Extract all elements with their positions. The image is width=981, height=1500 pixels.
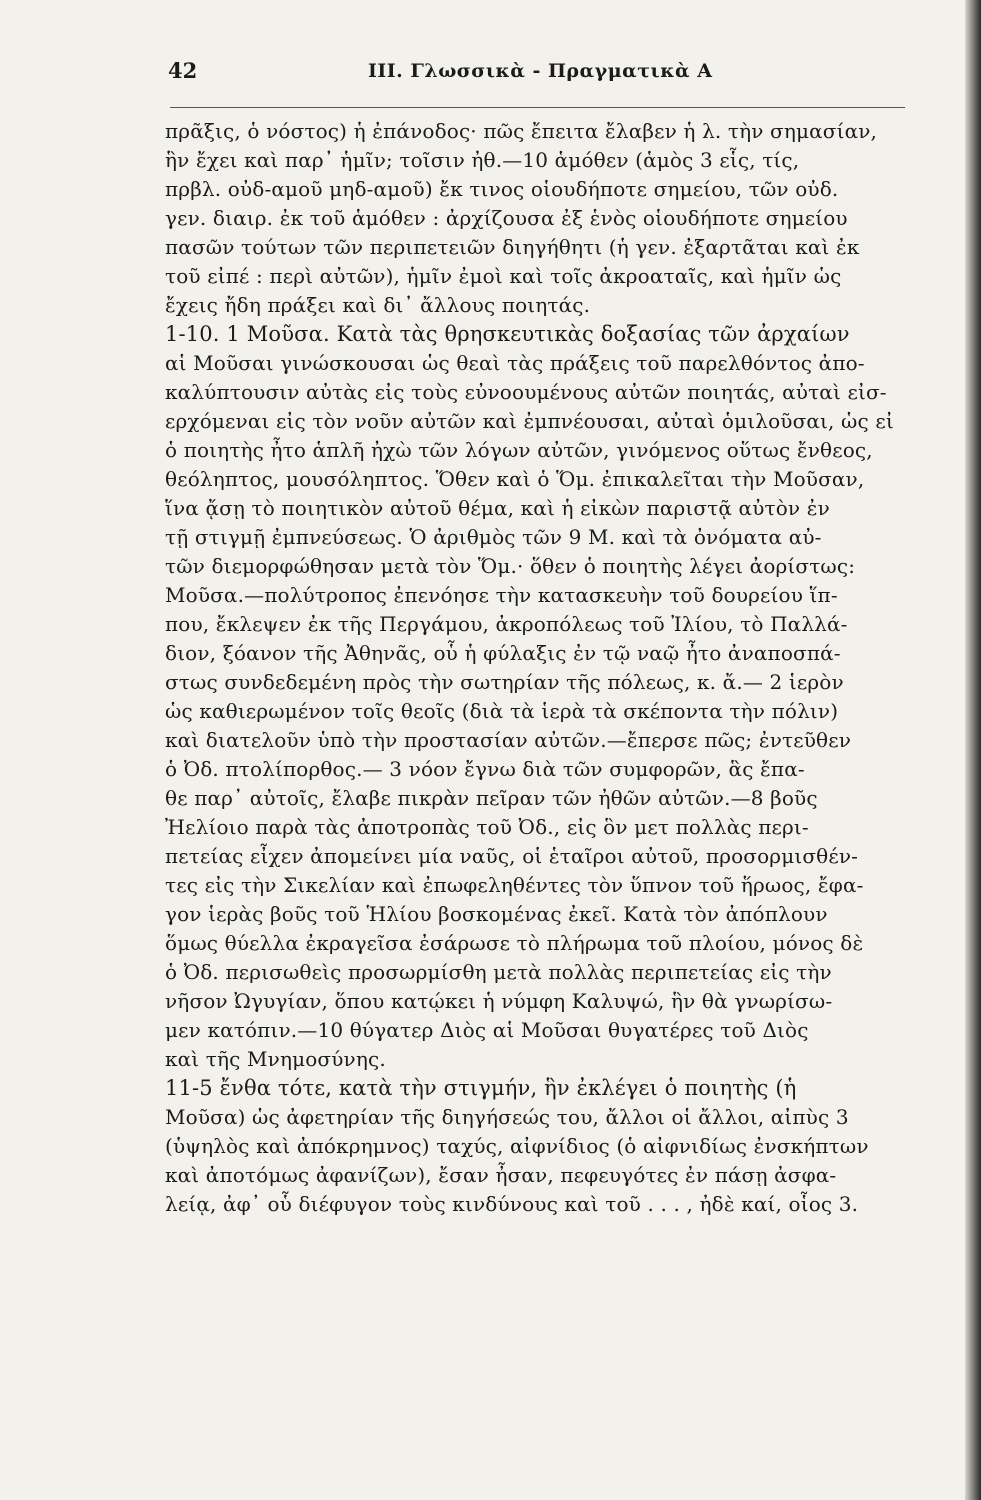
text-line: γον ἱερὰς βοῦς τοῦ Ἡλίου βοσκομένας ἐκεῖ. Κατὰ τὸν ἀπόπλουν [165, 902, 828, 926]
text-line: πετείας εἶχεν ἀπομείνει μία ναῦς, οἱ ἑταῖροι αὐτοῦ, προσορμισθέν- [165, 844, 859, 868]
text-line: Ἠελίοιο παρὰ τὰς ἀποτροπὰς τοῦ Ὀδ., εἰς ὃν μετ πολλὰς περι- [165, 815, 809, 839]
text-line: μεν κατόπιν.—10 θύγατερ Διὸς αἱ Μοῦσαι θυγατέρες τοῦ Διὸς [165, 1018, 809, 1042]
text-line: τῇ στιγμῇ ἐμπνεύσεως. Ὁ ἀριθμὸς τῶν 9 Μ. καὶ τὰ ὀνόματα αὐ- [165, 525, 822, 549]
text-line: τες εἰς τὴν Σικελίαν καὶ ἐπωφεληθέντες τὸν ὕπνον τοῦ ἥρωος, ἔφα- [165, 873, 864, 897]
page-header [168, 58, 908, 98]
text-line: πρβλ. οὐδ-αμοῦ μηδ-αμοῦ) ἔκ τινος οἱουδήποτε σημείου, τῶν οὐδ. [165, 177, 839, 201]
text-line: που, ἔκλεψεν ἐκ τῆς Περγάμου, ἀκροπόλεως τοῦ Ἰλίου, τὸ Παλλά- [165, 612, 848, 636]
text-line: ὁ ποιητὴς ἦτο ἁπλῆ ἠχὼ τῶν λόγων αὐτῶν, γινόμενος οὕτως ἔνθεος, [165, 438, 873, 462]
text-line: ἣν ἔχει καὶ παρ᾽ ἡμῖν; τοῖσιν ἠθ.—10 ἁμόθεν (ἁμὸς 3 εἷς, τίς, [165, 148, 800, 172]
text-line: αἱ Μοῦσαι γινώσκουσαι ὡς θεαὶ τὰς πράξεις τοῦ παρελθόντος ἀπο- [165, 351, 865, 375]
text-line: Μοῦσα) ὡς ἀφετηρίαν τῆς διηγήσεώς του, ἄλλοι οἱ ἄλλοι, αἰπὺς 3 [165, 1105, 849, 1129]
header-rule [170, 107, 905, 108]
text-line: στως συνδεδεμένη πρὸς τὴν σωτηρίαν τῆς πόλεως, κ. ἄ.— 2 ἱερὸν [165, 670, 844, 694]
text-line: Μοῦσα.—πολύτροπος ἐπενόησε τὴν κατασκευὴν τοῦ δουρείου ἵπ- [165, 583, 838, 607]
text-line: διον, ξόανον τῆς Ἀθηνᾶς, οὗ ἡ φύλαξις ἐν τῷ ναῷ ἦτο ἀναποσπά- [165, 641, 841, 665]
text-line: ερχόμεναι εἰς τὸν νοῦν αὐτῶν καὶ ἐμπνέουσαι, αὐταὶ ὁμιλοῦσαι, ὡς εἰ [165, 409, 894, 433]
page-edge-shadow [965, 0, 981, 1500]
text-line: ὅμως θύελλα ἐκραγεῖσα ἐσάρωσε τὸ πλήρωμα τοῦ πλοίου, μόνος δὲ [165, 931, 864, 955]
text-line: καὶ τῆς Μνημοσύνης. [165, 1047, 386, 1071]
text-line: καὶ ἀποτόμως ἀφανίζων), ἔσαν ἦσαν, πεφευγότες ἐν πάσῃ ἀσφα- [165, 1163, 837, 1187]
text-line: τῶν διεμορφώθησαν μετὰ τὸν Ὅμ.· ὅθεν ὁ ποιητὴς λέγει ἀορίστως: [165, 554, 856, 578]
text-line: ἵνα ᾄσῃ τὸ ποιητικὸν αὐτοῦ θέμα, καὶ ἡ εἰκὼν παριστᾷ αὐτὸν ἐν [165, 496, 830, 520]
text-line: νῆσον Ὠγυγίαν, ὅπου κατῴκει ἡ νύμφη Καλυψώ, ἣν θὰ γνωρίσω- [165, 989, 833, 1013]
text-line: καλύπτουσιν αὐτὰς εἰς τοὺς εὐνοουμένους αὐτῶν ποιητάς, αὐταὶ εἰσ- [165, 380, 887, 404]
text-line: τοῦ εἰπέ : περὶ αὐτῶν), ἡμῖν ἐμοὶ καὶ τοῖς ἀκροαταῖς, καὶ ἡμῖν ὡς [165, 264, 842, 288]
section-heading-line: 1-10. 1 Μοῦσα. Κατὰ τὰς θρησκευτικὰς δοξασίας τῶν ἀρχαίων [165, 322, 850, 346]
text-line: πρᾶξις, ὁ νόστος) ἡ ἐπάνοδος· πῶς ἔπειτα ἔλαβεν ἡ λ. τὴν σημασίαν, [165, 119, 878, 143]
text-line: ὡς καθιερωμένον τοῖς θεοῖς (διὰ τὰ ἱερὰ τὰ σκέποντα τὴν πόλιν) [165, 699, 839, 723]
text-line: λείᾳ, ἀφ᾽ οὗ διέφυγον τοὺς κινδύνους καὶ τοῦ . . . , ἠδὲ καί, οἷος 3. [165, 1192, 859, 1216]
text-line: καὶ διατελοῦν ὑπὸ τὴν προστασίαν αὐτῶν.—ἔπερσε πῶς; ἐντεῦθεν [165, 728, 852, 752]
text-line: ὁ Ὀδ. περισωθεὶς προσωρμίσθη μετὰ πολλὰς περιπετείας εἰς τὴν [165, 960, 832, 984]
text-line: θεόληπτος, μουσόληπτος. Ὅθεν καὶ ὁ Ὅμ. ἐπικαλεῖται τὴν Μοῦσαν, [165, 467, 865, 491]
text-line: θε παρ᾽ αὐτοῖς, ἔλαβε πικρὰν πεῖραν τῶν ἠθῶν αὐτῶν.—8 βοῦς [165, 786, 818, 810]
text-line: ἔχεις ἤδη πράξει καὶ δι᾽ ἄλλους ποιητάς. [165, 293, 591, 317]
page-number: 42 [168, 58, 198, 83]
text-line: γεν. διαιρ. ἐκ τοῦ ἁμόθεν : ἀρχίζουσα ἐξ ἑνὸς οἱουδήποτε σημείου [165, 206, 848, 230]
section-heading-line: 11-5 ἔνθα τότε, κατὰ τὴν στιγμήν, ἣν ἐκλέγει ὁ ποιητὴς (ἡ [165, 1076, 797, 1100]
text-line: πασῶν τούτων τῶν περιπετειῶν διηγήθητι (ἡ γεν. ἐξαρτᾶται καὶ ἐκ [165, 235, 860, 259]
text-line: ὁ Ὀδ. πτολίπορθος.— 3 νόον ἔγνω διὰ τῶν συμφορῶν, ἃς ἔπα- [165, 757, 805, 781]
commentary-text [165, 117, 905, 1219]
running-title: III. Γλωσσικὰ - Πραγματικὰ Α [368, 60, 713, 82]
text-line: (ὑψηλὸς καὶ ἀπόκρημνος) ταχύς, αἰφνίδιος (ὁ αἰφνιδίως ἐνσκήπτων [165, 1134, 869, 1158]
